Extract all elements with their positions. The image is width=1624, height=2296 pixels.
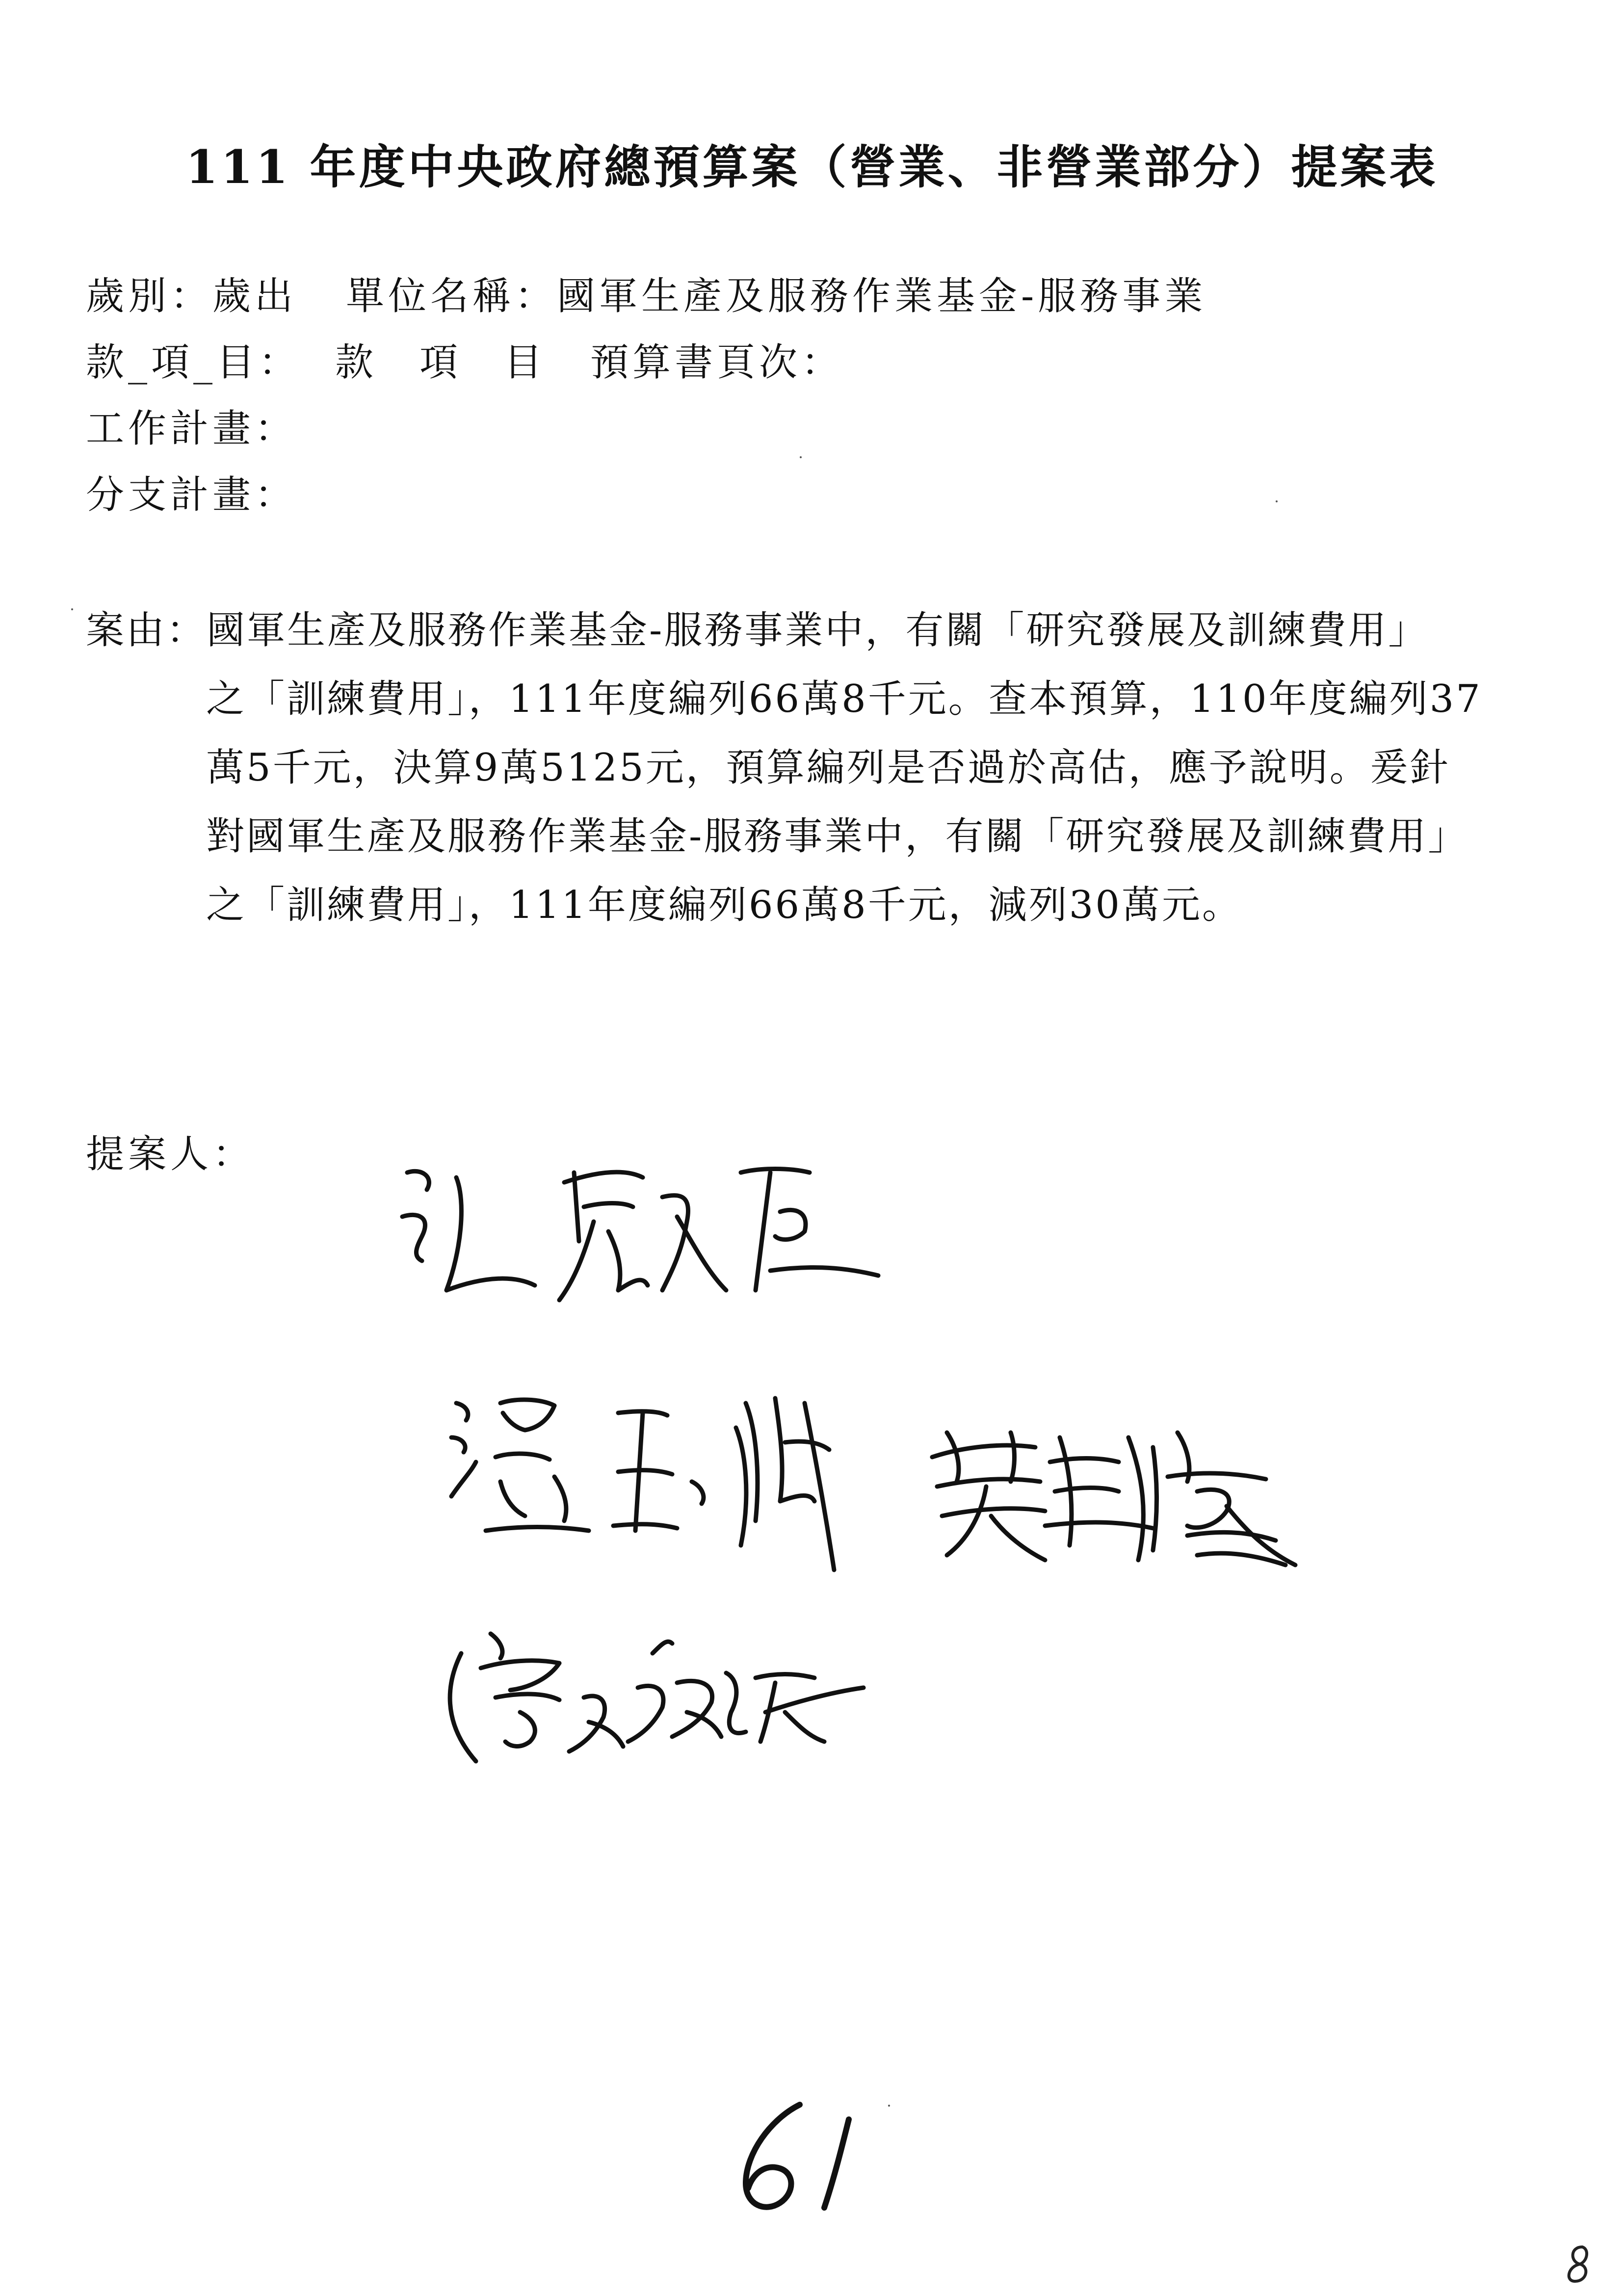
reason-label: 案由： — [86, 608, 207, 652]
reason-line: 之「訓練費用」，111年度編列66萬8千元，減列30萬元。 — [206, 883, 1243, 927]
handwritten-signature-2 — [442, 1383, 883, 1590]
scan-speck — [888, 2105, 890, 2107]
scan-speck — [800, 456, 802, 458]
handwritten-signature-3 — [922, 1418, 1325, 1575]
reason-line: 萬5千元，決算9萬5125元，預算編列是否過於高估，應予說明。爰針 — [206, 746, 1450, 790]
field-budget-page: 預算書頁次： — [590, 340, 844, 385]
scan-speck — [1276, 500, 1278, 502]
reason-block — [86, 596, 1538, 939]
field-branch-plan: 分支計畫： — [86, 473, 297, 517]
field-row-year-unit — [86, 274, 1207, 318]
corner-page-mark — [1558, 2240, 1597, 2289]
proposer-label: 提案人： — [86, 1132, 255, 1176]
field-unit-name: 單位名稱：國軍生產及服務作業基金-服務事業 — [346, 274, 1207, 318]
reason-line: 對國軍生產及服務作業基金-服務事業中，有關「研究發展及訓練費用」 — [206, 814, 1468, 859]
field-row-item — [86, 340, 844, 385]
document-title: 111 年度中央政府總預算案（營業、非營業部分）提案表 — [185, 140, 1439, 194]
handwritten-signature-4 — [422, 1614, 893, 1776]
scan-speck — [71, 608, 73, 610]
reason-line: 之「訓練費用」，111年度編列66萬8千元。查本預算，110年度編列37 — [206, 677, 1482, 721]
field-year-category: 歲別：歲出 — [86, 274, 297, 318]
handwritten-page-number — [726, 2090, 883, 2218]
field-item-label: 款_項_目： — [86, 340, 301, 385]
reason-line: 國軍生產及服務作業基金-服務事業中，有關「研究發展及訓練費用」 — [207, 608, 1429, 652]
field-item-values: 款 項 目 — [335, 340, 547, 385]
field-work-plan: 工作計畫： — [86, 407, 297, 451]
handwritten-signature-1 — [388, 1143, 903, 1330]
